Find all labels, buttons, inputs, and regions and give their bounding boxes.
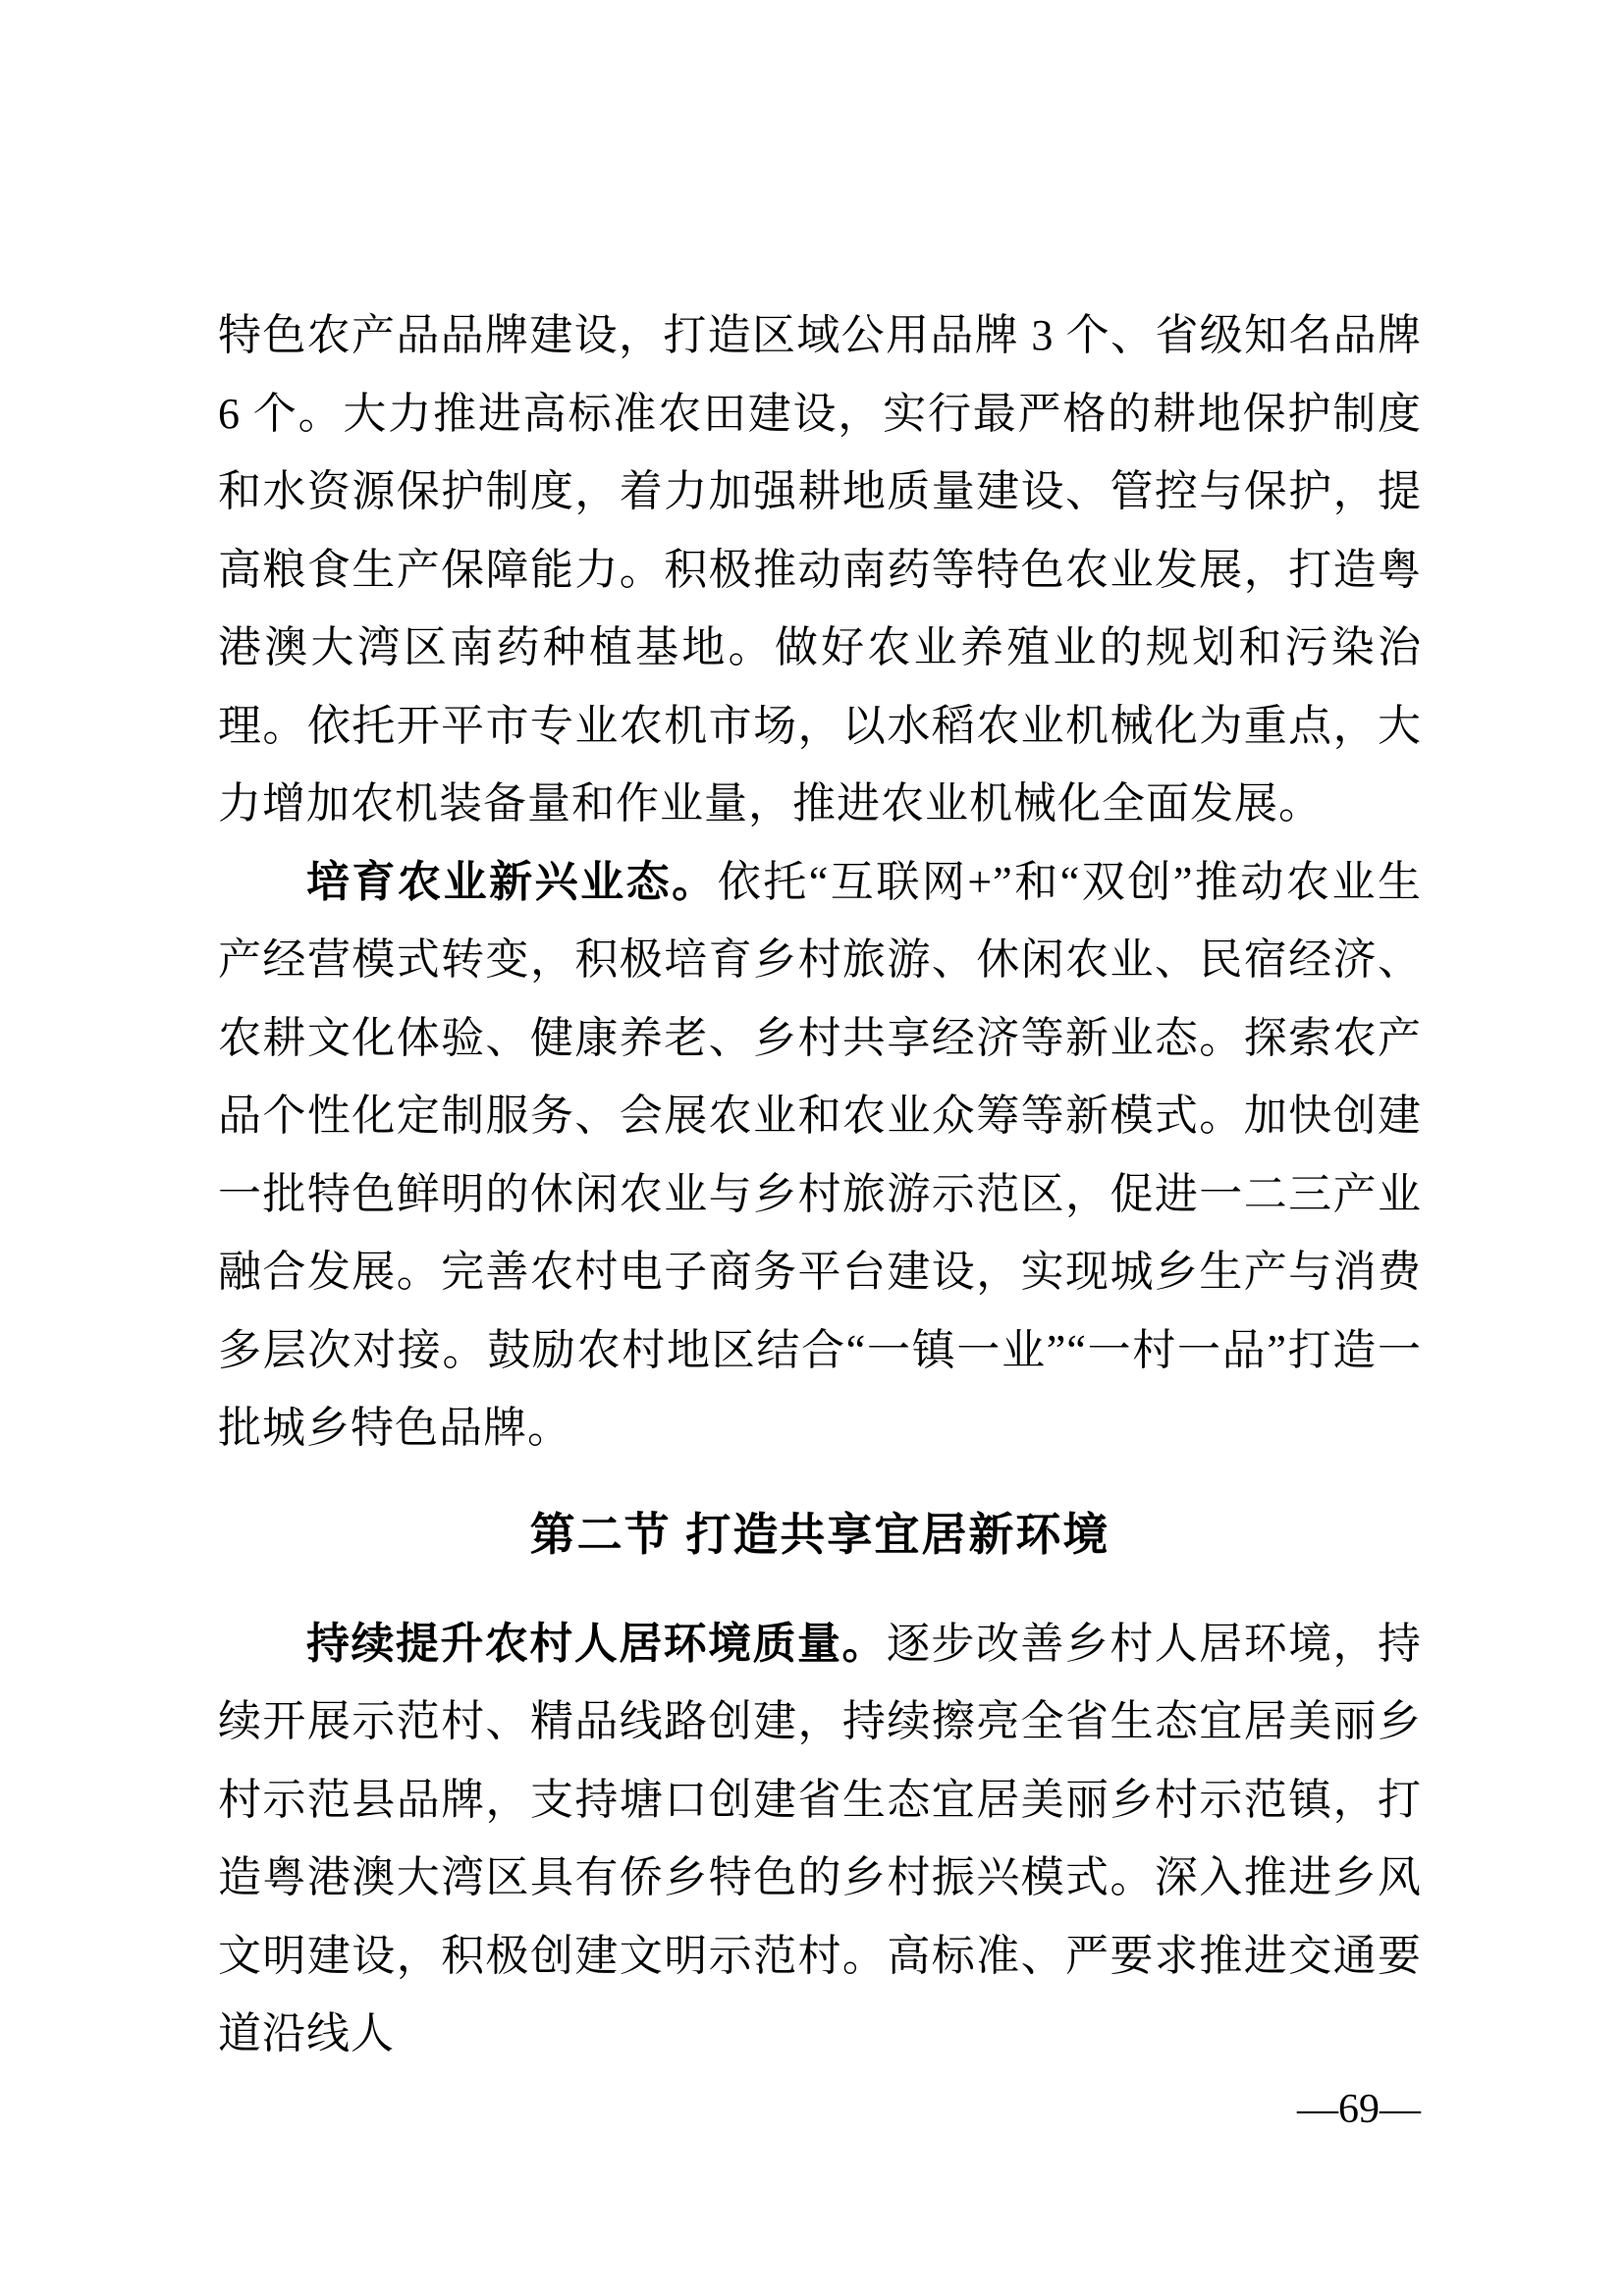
paragraph-text: 特色农产品品牌建设，打造区域公用品牌 3 个、省级知名品牌 6 个。大力推进高标准农田建设，实行最严格的耕地保护制度和水资源保护制度，着力加强耕地质量建设、管控与保护，提高粮食生产保障能力。积极推动南药等特色农业发展，打造粤港澳大湾区南药种植基地。做好农业养殖业的规划和污染治理。依托开平市专业农机市场，以水稻农业机械化为重点，大力增加农机装备量和作业量，推进农业机械化全面发展。 xyxy=(218,311,1422,828)
paragraph-lead-bold: 培育农业新兴业态。 xyxy=(306,857,718,906)
paragraph-text: 逐步改善乡村人居环境，持续开展示范村、精品线路创建，持续擦亮全省生态宜居美丽乡村示范县品牌，支持塘口创建省生态宜居美丽乡村示范镇，打造粤港澳大湾区具有侨乡特色的乡村振兴模式。深入推进乡风文明建设，积极创建文明示范村。高标准、严要求推进交通要道沿线人 xyxy=(218,1619,1423,2057)
paragraph-continuation xyxy=(218,296,1422,843)
paragraph-new-agriculture-business xyxy=(218,843,1422,1468)
page-content xyxy=(218,296,1422,2073)
paragraph-text: 依托“互联网+”和“双创”推动农业生产经营模式转变，积极培育乡村旅游、休闲农业、民宿经济、农耕文化体验、健康养老、乡村共享经济等新业态。探索农产品个性化定制服务、会展农业和农业众筹等新模式。加快创建一批特色鲜明的休闲农业与乡村旅游示范区，促进一二三产业融合发展。完善农村电子商务平台建设，实现城乡生产与消费多层次对接。鼓励农村地区结合“一镇一业”“一村一品”打造一批城乡特色品牌。 xyxy=(218,857,1422,1452)
section-heading: 第二节 打造共享宜居新环境 xyxy=(529,1508,1110,1560)
paragraph-rural-living-environment xyxy=(218,1605,1422,2073)
paragraph-lead-bold: 持续提升农村人居环境质量。 xyxy=(306,1619,887,1668)
page-number: —69— xyxy=(1297,2087,1421,2132)
